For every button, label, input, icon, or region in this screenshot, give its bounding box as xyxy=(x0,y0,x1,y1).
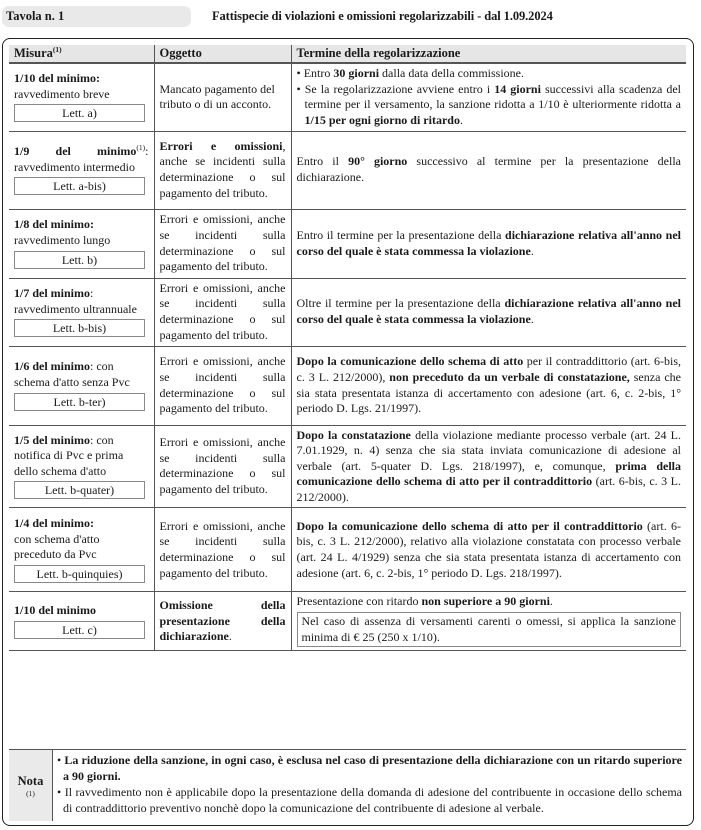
regularization-table xyxy=(9,45,686,651)
termine-cell: Dopo la comunicazione dello schema di atto per il contraddittorio (art. 6-bis, c. 3 L. 212/2000), non preceduto da un verbale di constatazione, senza che sia stata presentata istanza di accertamento con adesione (art. 6, c. 2-bis, 1° periodo D. Lgs. 21/1997). xyxy=(291,346,686,425)
oggetto-cell: Errori e omissioni, anche se incidenti sulla determinazione o sul pagamento del tributo. xyxy=(154,508,291,592)
misura-cell: 1/10 del minimo: ravvedimento breve Lett. a) xyxy=(9,63,154,131)
footnote-item: • La riduzione della sanzione, in ogni caso, è esclusa nel caso di presentazione della dichiarazione con un ritardo superiore a 90 giorni. xyxy=(57,753,682,783)
misura-cell: 1/4 del minimo: con schema d'atto preceduto da Pvc Lett. b-quinquies) xyxy=(9,508,154,592)
oggetto-cell: Errori e omissioni, anche se incidenti sulla determinazione o sul pagamento del tributo. xyxy=(154,346,291,425)
table-label: Tavola n. 1 xyxy=(2,6,191,27)
misura-cell: 1/8 del minimo: ravvedimento lungo Lett. b) xyxy=(9,209,154,278)
misura-cell: 1/7 del minimo: ravvedimento ultrannuale Lett. b-bis) xyxy=(9,278,154,346)
table-header-row xyxy=(9,45,686,63)
lett-label: Lett. a) xyxy=(14,104,145,122)
oggetto-cell: Errori e omissioni, anche se incidenti sulla determinazione o sul pagamento del tributo. xyxy=(154,131,291,209)
footnote-body xyxy=(53,750,686,821)
column-header-misura: Misura$^{(1)}$ xyxy=(9,45,154,63)
lett-label: Lett. c) xyxy=(14,621,145,639)
lett-label: Lett. b) xyxy=(14,251,145,269)
oggetto-cell: Errori e omissioni, anche se incidenti sulla determinazione o sul pagamento del tributo. xyxy=(154,278,291,346)
table-row xyxy=(9,425,686,508)
table-frame xyxy=(2,38,694,826)
oggetto-cell: Errori e omissioni, anche se incidenti sulla determinazione o sul pagamento del tributo. xyxy=(154,425,291,508)
table-row xyxy=(9,278,686,346)
table-row xyxy=(9,508,686,592)
minimum-sanction-box: Nel caso di assenza di versamenti carenti o omessi, si applica la sanzione minima di € 25 (250 x 1/10). xyxy=(297,612,682,647)
table-row xyxy=(9,63,686,131)
termine-cell: Dopo la constatazione della violazione mediante processo verbale (art. 24 L. 7.01.1929, n. 4) senza che sia stata inviata comunicazione di adesione al verbale (art. 5-quater D. Lgs. 218/1997), e, comunque, prima della comunicazione dello schema di atto per il contraddittorio (art. 6-bis, c. 3 L. 212/2000). xyxy=(291,425,686,508)
termine-cell: Entro il 90° giorno successivo al termine per la presentazione della dichiarazione. xyxy=(291,131,686,209)
lett-label: Lett. b-quater) xyxy=(14,481,145,499)
page-title: Fattispecie di violazioni e omissioni regolarizzabili - dal 1.09.2024 xyxy=(212,9,553,23)
lett-label: Lett. b-ter) xyxy=(14,393,145,411)
footnote-section xyxy=(9,749,686,821)
oggetto-cell: Omissione della presentazione della dichiarazione. xyxy=(154,592,291,651)
misura-cell: 1/10 del minimo Lett. c) xyxy=(9,592,154,651)
termine-cell: Entro il termine per la presentazione della dichiarazione relativa all'anno nel corso del quale è stata commessa la violazione. xyxy=(291,209,686,278)
column-header-oggetto: Oggetto xyxy=(154,45,291,63)
lett-label: Lett. b-bis) xyxy=(14,319,145,337)
termine-cell: Dopo la comunicazione dello schema di atto per il contraddittorio (art. 6-bis, c. 3 L. 212/2000), relativo alla violazione constatata con processo verbale (art. 24 L. 4/1929) senza che sia stata presentata istanza di accertamento con adesione (art. 6, c. 2-bis, 1° periodo D. Lgs. 218/1997). xyxy=(291,508,686,592)
misura-cell: 1/5 del minimo: con notifica di Pvc e prima dello schema d'atto Lett. b-quater) xyxy=(9,425,154,508)
oggetto-cell: Mancato pagamento del tributo o di un acconto. xyxy=(154,63,291,131)
lett-label: Lett. b-quinquies) xyxy=(14,565,145,583)
table-row xyxy=(9,346,686,425)
misura-cell: 1/6 del minimo: con schema d'atto senza Pvc Lett. b-ter) xyxy=(9,346,154,425)
misura-cell: 1/9 del minimo$^{(1)}$: ravvedimento intermedio Lett. a-bis) xyxy=(9,131,154,209)
footnote-label: Nota (1) xyxy=(9,750,53,821)
termine-cell: • Entro 30 giorni dalla data della commissione. • Se la regolarizzazione avviene entro i 14 giorni successivi alla scadenza del termine per il versamento, la sanzione ridotta a 1/10 è ulteriormente ridotta a 1/15 per ogni giorno di ritardo. xyxy=(291,63,686,131)
table-row xyxy=(9,592,686,651)
termine-cell: Presentazione con ritardo non superiore a 90 giorni. Nel caso di assenza di versamenti carenti o omessi, si applica la sanzione minima di € 25 (250 x 1/10). xyxy=(291,592,686,651)
lett-label: Lett. a-bis) xyxy=(14,177,145,195)
oggetto-cell: Errori e omissioni, anche se incidenti sulla determinazione o sul pagamento del tributo. xyxy=(154,209,291,278)
termine-cell: Oltre il termine per la presentazione della dichiarazione relativa all'anno nel corso del quale è stata commessa la violazione. xyxy=(291,278,686,346)
column-header-termine: Termine della regolarizzazione xyxy=(291,45,686,63)
table-row xyxy=(9,131,686,209)
footnote-item: • Il ravvedimento non è applicabile dopo la presentazione della domanda di adesione del contribuente in occasione dello schema di contraddittorio preventivo nonchè dopo la comunicazione del contribuente di adesione al verbale. xyxy=(57,785,683,815)
table-row xyxy=(9,209,686,278)
